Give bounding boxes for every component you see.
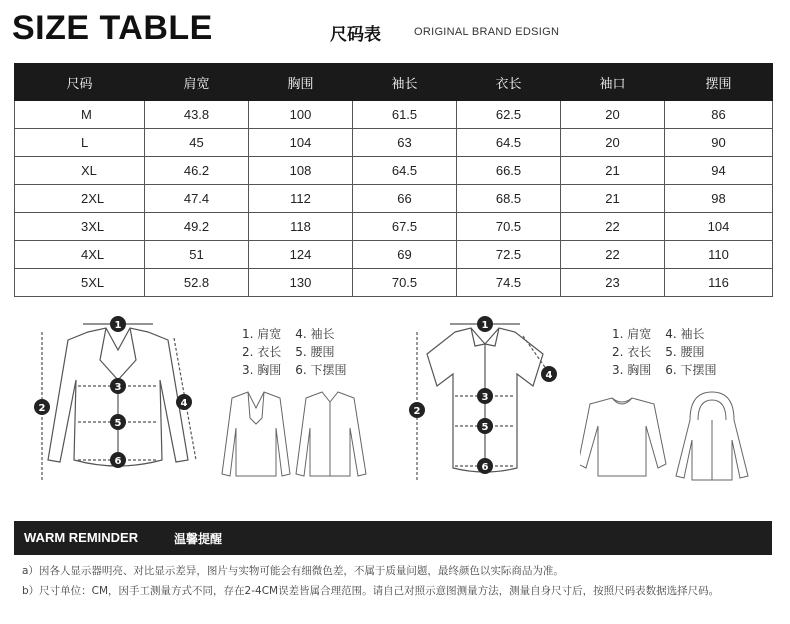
table-cell: L [15, 129, 145, 157]
table-cell: 3XL [15, 213, 145, 241]
table-cell: 4XL [15, 241, 145, 269]
table-cell: 2XL [15, 185, 145, 213]
table-cell: 69 [353, 241, 457, 269]
table-cell: 86 [665, 101, 773, 129]
table-cell: 108 [249, 157, 353, 185]
table-row [15, 157, 773, 185]
table-cell: 5XL [15, 269, 145, 297]
reminder-note-b: b）尺寸单位：CM，因手工测量方式不同，存在2-4CM误差皆属合理范围。请自己对照示意图测量方法，测量自身尺寸后，按照尺码表数据选择尺码。 [22, 585, 720, 597]
jacket-measurement-diagram [28, 310, 208, 485]
table-cell: 46.2 [145, 157, 249, 185]
table-row [15, 213, 773, 241]
legend-item: 4. 袖长 [665, 327, 705, 341]
legend-item: 4. 袖长 [295, 327, 335, 341]
legend-item: 2. 衣长 [242, 345, 282, 359]
table-cell: 116 [665, 269, 773, 297]
legend-item: 5. 腰围 [665, 345, 705, 359]
legend-item: 3. 胸围 [612, 363, 652, 377]
marker-4-label: 4 [180, 398, 188, 409]
table-cell: 70.5 [353, 269, 457, 297]
table-cell: 47.4 [145, 185, 249, 213]
jacket-thumbnails [220, 388, 370, 483]
column-header-hem: 摆围 [665, 64, 773, 101]
table-cell: 20 [561, 101, 665, 129]
table-cell: 124 [249, 241, 353, 269]
table-row [15, 129, 773, 157]
marker-2-label: 2 [413, 406, 421, 417]
table-row [15, 269, 773, 297]
legend-item: 2. 衣长 [612, 345, 652, 359]
table-cell: 62.5 [457, 101, 561, 129]
table-cell: 104 [665, 213, 773, 241]
table-cell: 104 [249, 129, 353, 157]
table-cell: 110 [665, 241, 773, 269]
table-cell: 94 [665, 157, 773, 185]
warm-reminder-bar [14, 521, 772, 555]
table-cell: 68.5 [457, 185, 561, 213]
legend-item: 6. 下摆围 [295, 363, 347, 377]
legend-item: 5. 腰围 [295, 345, 335, 359]
page-title: SIZE TABLE [12, 9, 213, 47]
table-cell: 52.8 [145, 269, 249, 297]
marker-4-label: 4 [545, 370, 553, 381]
column-header-sleeve: 袖长 [353, 64, 457, 101]
table-cell: 66.5 [457, 157, 561, 185]
marker-6-label: 6 [481, 462, 489, 473]
table-cell: 72.5 [457, 241, 561, 269]
legend-item: 6. 下摆围 [665, 363, 717, 377]
page-title-cn: 尺码表 [330, 25, 381, 45]
marker-5-label: 5 [481, 422, 489, 433]
table-row [15, 185, 773, 213]
table-header-row [15, 64, 773, 101]
marker-2-label: 2 [38, 403, 46, 414]
size-table [14, 63, 773, 297]
marker-3-label: 3 [481, 392, 489, 403]
table-cell: 66 [353, 185, 457, 213]
table-cell: 90 [665, 129, 773, 157]
table-cell: 20 [561, 129, 665, 157]
table-cell: 61.5 [353, 101, 457, 129]
table-row [15, 241, 773, 269]
table-cell: 118 [249, 213, 353, 241]
table-cell: 98 [665, 185, 773, 213]
table-cell: 64.5 [353, 157, 457, 185]
table-cell: 64.5 [457, 129, 561, 157]
table-cell: 23 [561, 269, 665, 297]
shirt-measurement-diagram [405, 310, 565, 485]
table-cell: 51 [145, 241, 249, 269]
marker-1-label: 1 [114, 320, 122, 331]
table-cell: 21 [561, 185, 665, 213]
table-cell: 49.2 [145, 213, 249, 241]
table-cell: 100 [249, 101, 353, 129]
table-cell: 21 [561, 157, 665, 185]
table-cell: 112 [249, 185, 353, 213]
table-cell: XL [15, 157, 145, 185]
legend-item: 1. 肩宽 [242, 327, 282, 341]
table-cell: 43.8 [145, 101, 249, 129]
legend-item: 3. 胸围 [242, 363, 282, 377]
legend-left [242, 325, 382, 379]
table-row [15, 101, 773, 129]
column-header-cuff: 袖口 [561, 64, 665, 101]
column-header-size: 尺码 [15, 64, 145, 101]
table-cell: 130 [249, 269, 353, 297]
table-cell: 74.5 [457, 269, 561, 297]
marker-6-label: 6 [114, 456, 122, 467]
column-header-length: 衣长 [457, 64, 561, 101]
page-subtitle: ORIGINAL BRAND EDSIGN [414, 26, 560, 38]
sweater-thumbnails [580, 390, 755, 485]
table-cell: 70.5 [457, 213, 561, 241]
marker-1-label: 1 [481, 320, 489, 331]
header [0, 0, 790, 56]
warm-reminder-title: WARM REMINDER [24, 530, 139, 545]
legend-right [612, 325, 752, 379]
column-header-chest: 胸围 [249, 64, 353, 101]
reminder-note-a: a）因各人显示器明亮、对比显示差异，图片与实物可能会有细微色差，不属于质量问题，最终颜色以实际商品为准。 [22, 565, 564, 577]
table-cell: M [15, 101, 145, 129]
marker-3-label: 3 [114, 382, 122, 393]
table-cell: 22 [561, 241, 665, 269]
marker-5-label: 5 [114, 418, 122, 429]
table-cell: 63 [353, 129, 457, 157]
table-cell: 45 [145, 129, 249, 157]
column-header-shoulder: 肩宽 [145, 64, 249, 101]
table-cell: 22 [561, 213, 665, 241]
table-cell: 67.5 [353, 213, 457, 241]
warm-reminder-title-cn: 温馨提醒 [174, 532, 223, 546]
legend-item: 1. 肩宽 [612, 327, 652, 341]
